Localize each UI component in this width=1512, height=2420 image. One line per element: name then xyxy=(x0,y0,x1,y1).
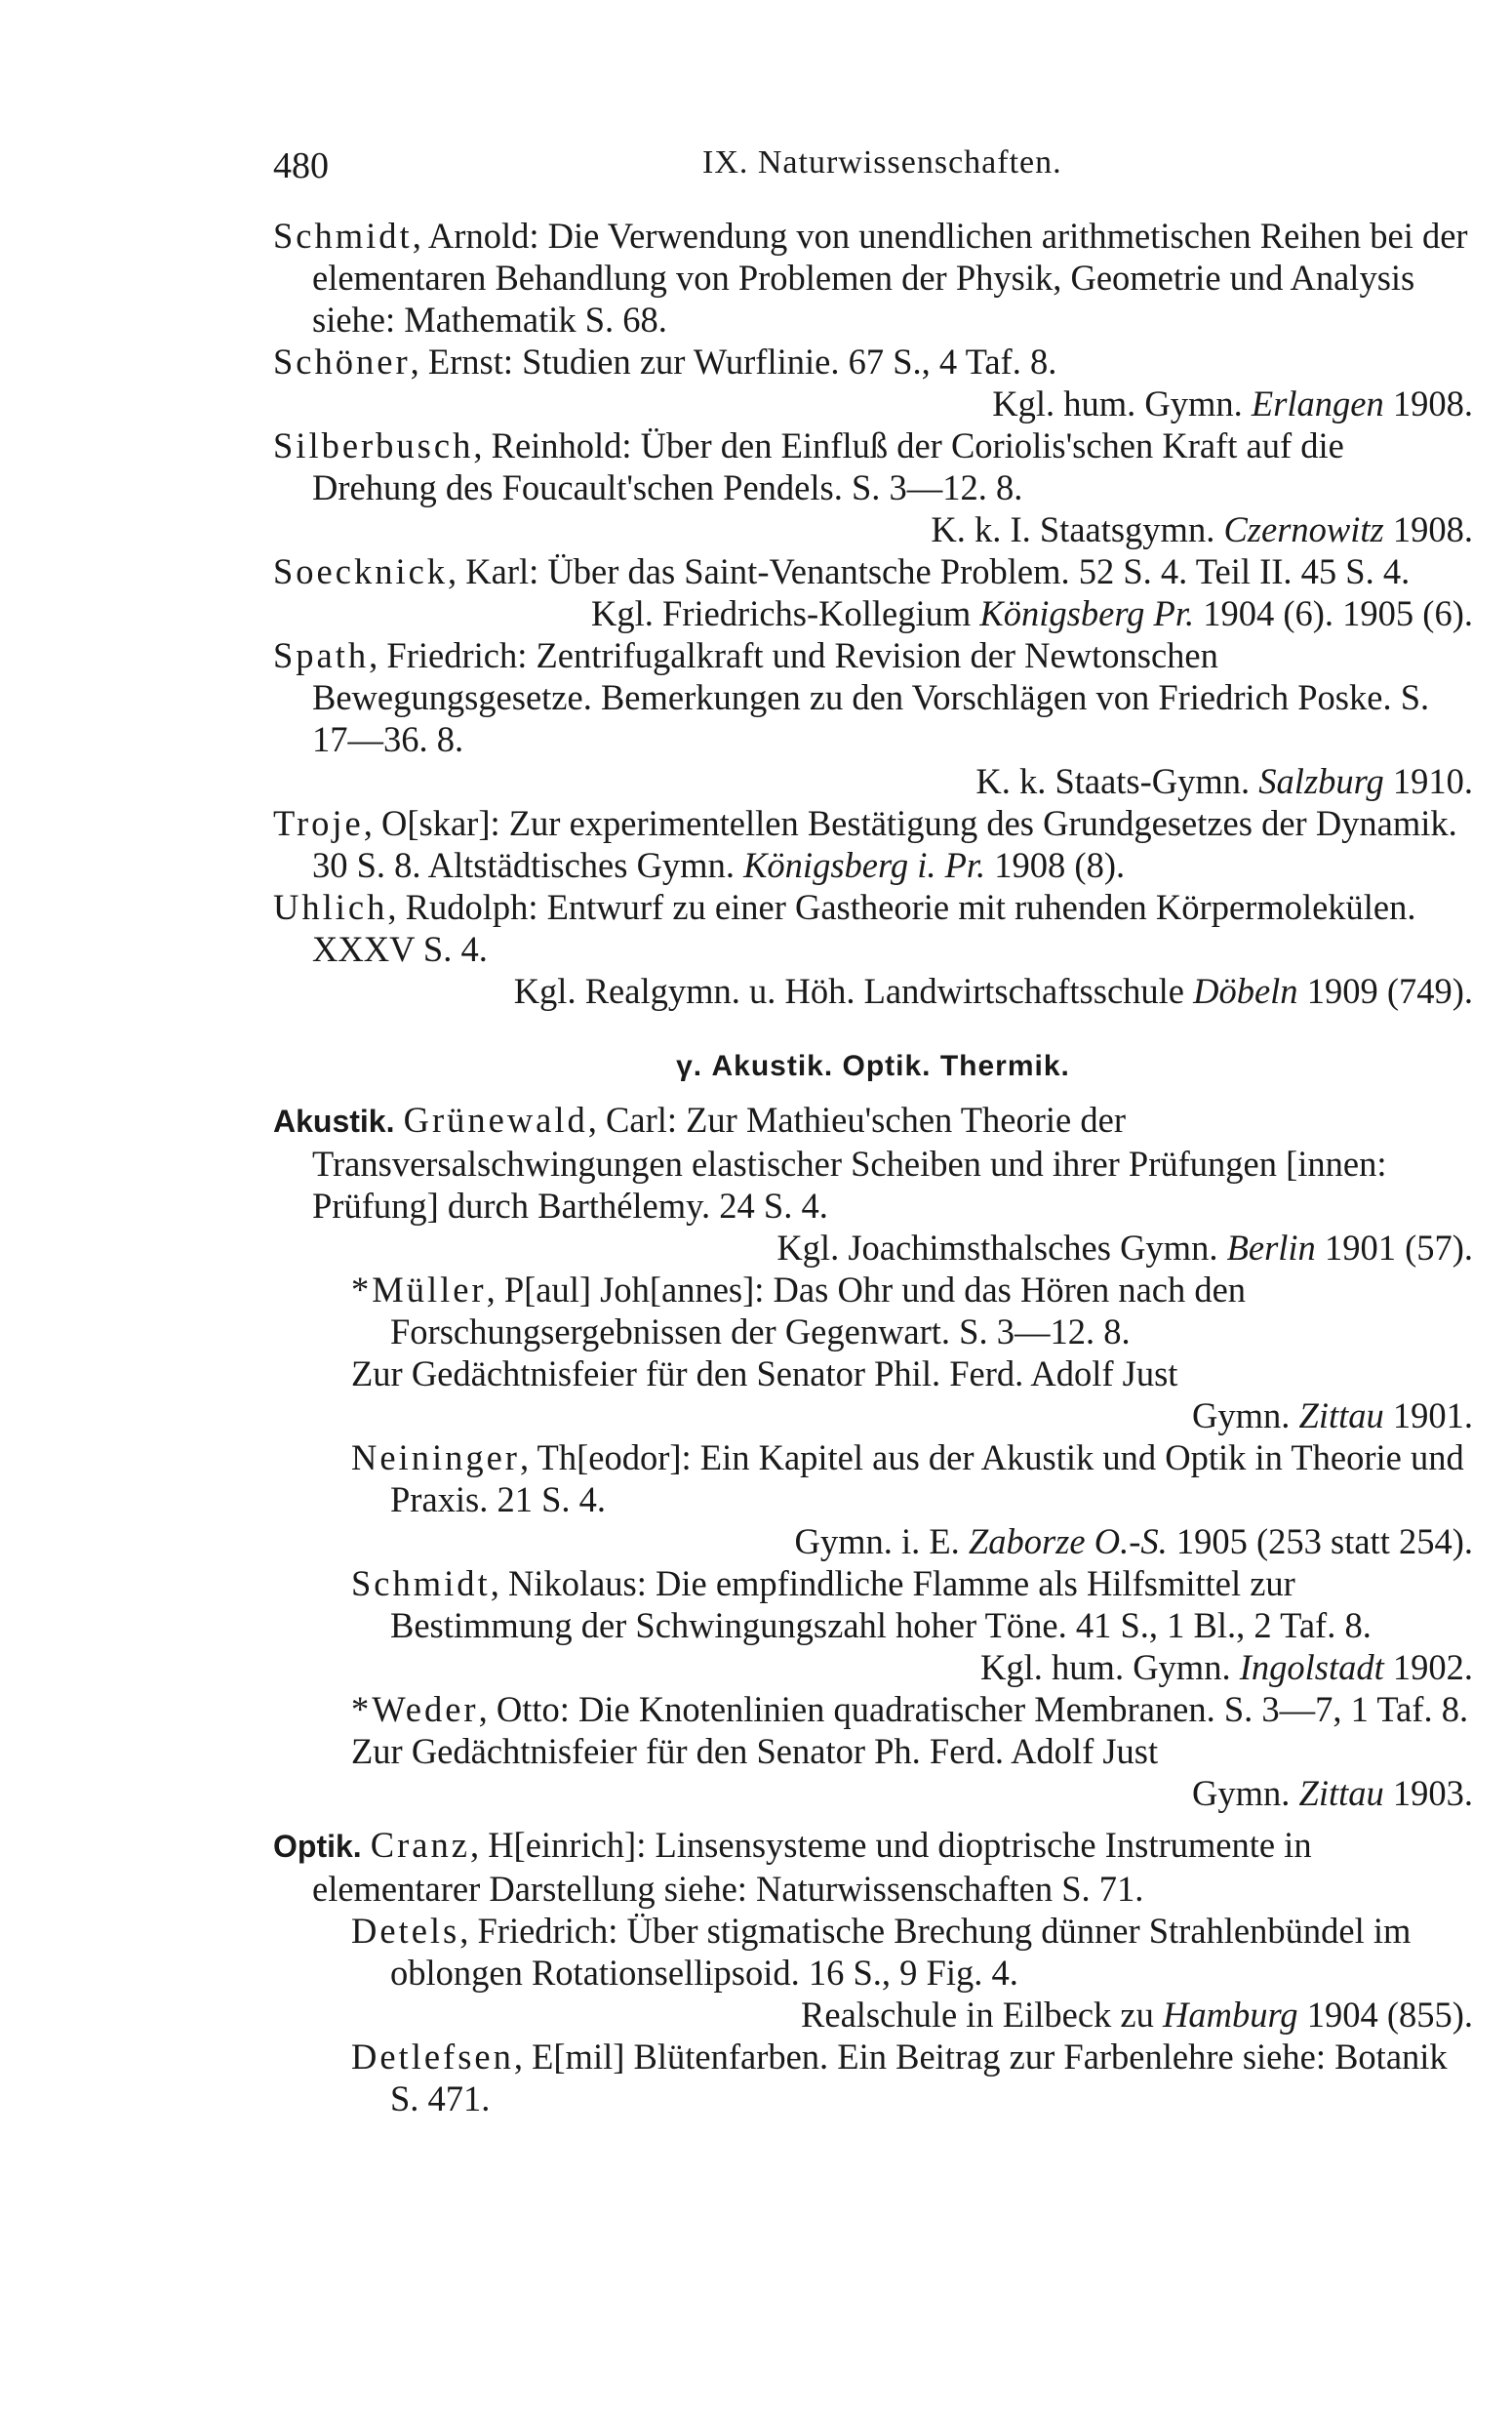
entry-text: , Friedrich: Über stigmatische Brechung dünner Strahlenbündel im oblongen Rotationsellipsoid. 16 S., 9 Fig. 4. xyxy=(390,1911,1412,1993)
year: 1904 (855). xyxy=(1297,1995,1473,2035)
topic-optik: Optik. xyxy=(273,1829,362,1864)
year: 1901 (57). xyxy=(1315,1228,1473,1268)
year: 1910. xyxy=(1383,761,1473,801)
school: Kgl. Realgymn. u. Höh. Landwirtschaftsschule xyxy=(513,971,1194,1011)
entry-note: Zur Gedächtnisfeier für den Senator Phil. Ferd. Adolf Just xyxy=(351,1353,1178,1393)
entry-author: Troje xyxy=(273,803,364,843)
entry-author: Grünewald xyxy=(403,1100,588,1140)
entry-gruenewald xyxy=(273,1099,1473,1269)
city: Salzburg xyxy=(1258,761,1384,801)
year: 1903. xyxy=(1383,1773,1473,1813)
entry-schoener xyxy=(273,341,1473,424)
entry-location xyxy=(312,508,1473,550)
entry-location xyxy=(312,592,1473,634)
entry-location xyxy=(390,1394,1473,1436)
entry-detels xyxy=(351,1910,1473,2036)
entry-author: Spath xyxy=(273,635,370,675)
school: Kgl. Joachimsthalsches Gymn. xyxy=(776,1228,1227,1268)
year: 1901. xyxy=(1383,1395,1473,1435)
entry-author: *Müller xyxy=(351,1270,487,1310)
entry-author: Detels xyxy=(351,1911,460,1951)
entry-author: Cranz xyxy=(370,1825,470,1865)
entry-text: , P[aul] Joh[annes]: Das Ohr und das Hören nach den Forschungsergebnissen der Gegenwart. S. 3—12. 8. xyxy=(390,1270,1247,1351)
entry-author: *Weder xyxy=(351,1689,479,1729)
school: K. k. I. Staatsgymn. xyxy=(931,509,1224,549)
optik-subentries xyxy=(273,1910,1473,2119)
entry-text: , Carl: Zur Mathieu'schen Theorie der Transversalschwingungen elastischer Scheiben und ihrer Prüfungen [innen: Prüfung] durch Barthélemy. 24 S. 4. xyxy=(312,1100,1387,1226)
entry-text: , Otto: Die Knotenlinien quadratischer Membranen. S. 3—7, 1 Taf. 8. xyxy=(478,1689,1469,1729)
page-number: 480 xyxy=(273,145,329,186)
entry-text: , Nikolaus: Die empfindliche Flamme als Hilfsmittel zur Bestimmung der Schwingungszahl hoher Töne. 41 S., 1 Bl., 2 Taf. 8. xyxy=(390,1563,1372,1645)
entry-mueller xyxy=(351,1269,1473,1436)
entry-text: , H[einrich]: Linsensysteme und dioptrische Instrumente in elementarer Darstellung siehe: Naturwissenschaften S. 71. xyxy=(312,1825,1312,1909)
entry-location xyxy=(390,1646,1473,1688)
entry-location xyxy=(312,1227,1473,1269)
entry-location xyxy=(312,383,1473,424)
entry-schmidt-nikolaus xyxy=(351,1562,1473,1688)
entry-author: Schmidt xyxy=(351,1563,491,1603)
entry-author: Neininger xyxy=(351,1437,520,1477)
city: Berlin xyxy=(1226,1228,1316,1268)
city: Königsberg Pr. xyxy=(979,593,1195,633)
topic-akustik: Akustik. xyxy=(273,1104,395,1139)
city: Zittau xyxy=(1298,1773,1384,1813)
entry-author: Uhlich xyxy=(273,887,388,927)
year: 1908 (8). xyxy=(985,845,1126,885)
entry-text: , E[mil] Blütenfarben. Ein Beitrag zur Farbenlehre siehe: Botanik S. 471. xyxy=(390,2037,1448,2118)
school: Realschule in Eilbeck zu xyxy=(801,1995,1163,2035)
entry-spath xyxy=(273,634,1473,802)
city: Ingolstadt xyxy=(1239,1647,1384,1687)
city: Hamburg xyxy=(1162,1995,1298,2035)
entry-note: Zur Gedächtnisfeier für den Senator Ph. Ferd. Adolf Just xyxy=(351,1731,1159,1771)
entry-text: , Arnold: Die Verwendung von unendlichen arithmetischen Reihen bei der elementaren Behandlung von Problemen der Physik, Geometrie und Analysis siehe: Mathematik S. 68. xyxy=(312,216,1468,340)
city: Zittau xyxy=(1298,1395,1384,1435)
year: 1902. xyxy=(1383,1647,1473,1687)
school: Kgl. hum. Gymn. xyxy=(980,1647,1240,1687)
entry-weder xyxy=(351,1688,1473,1814)
entry-location xyxy=(312,760,1473,802)
entry-author: Schöner xyxy=(273,342,411,382)
entry-text: , Ernst: Studien zur Wurflinie. 67 S., 4 Taf. 8. xyxy=(410,342,1057,382)
school: Gymn. i. E. xyxy=(794,1521,969,1561)
section-heading: γ. Akustik. Optik. Thermik. xyxy=(676,1050,1070,1082)
entry-neininger xyxy=(351,1436,1473,1562)
year: 1909 (749). xyxy=(1297,971,1473,1011)
entry-soecknick xyxy=(273,550,1473,634)
entry-uhlich xyxy=(273,886,1473,1012)
entry-text: , O[skar]: Zur experimentellen Bestätigung des Grundgesetzes der Dynamik. 30 S. 8. Altstädtisches Gymn. xyxy=(312,803,1457,885)
entry-author: Silberbusch xyxy=(273,425,474,465)
running-title: IX. Naturwissenschaften. xyxy=(702,144,1062,181)
school: Gymn. xyxy=(1192,1395,1299,1435)
year: 1905 (253 statt 254). xyxy=(1167,1521,1473,1561)
city: Döbeln xyxy=(1193,971,1298,1011)
year: 1908. xyxy=(1383,383,1473,424)
entry-detlefsen xyxy=(351,2036,1473,2119)
entry-troje xyxy=(273,802,1473,886)
entry-text: , Friedrich: Zentrifugalkraft und Revision der Newtonschen Bewegungsgesetze. Bemerkungen zu den Vorschlägen von Friedrich Poske. S. 17—36. 8. xyxy=(312,635,1430,759)
city: Czernowitz xyxy=(1223,509,1384,549)
entry-text: , Th[eodor]: Ein Kapitel aus der Akustik und Optik in Theorie und Praxis. 21 S. 4. xyxy=(390,1437,1464,1519)
entry-location xyxy=(390,1772,1473,1814)
school: K. k. Staats-Gymn. xyxy=(975,761,1259,801)
city: Erlangen xyxy=(1251,383,1384,424)
akustik-subentries xyxy=(273,1269,1473,1814)
bibliography-content xyxy=(273,215,1473,2119)
entry-location xyxy=(312,970,1473,1012)
entry-author: Soecknick xyxy=(273,551,449,591)
year: 1908. xyxy=(1383,509,1473,549)
entry-text: , Rudolph: Entwurf zu einer Gastheorie mit ruhenden Körpermolekülen. XXXV S. 4. xyxy=(312,887,1416,969)
school: Gymn. xyxy=(1192,1773,1299,1813)
year: 1904 (6). 1905 (6). xyxy=(1194,593,1473,633)
entry-author: Schmidt xyxy=(273,216,413,256)
entry-silberbusch xyxy=(273,424,1473,550)
entry-location xyxy=(390,1520,1473,1562)
city: Königsberg i. Pr. xyxy=(743,845,986,885)
city: Zaborze O.-S. xyxy=(968,1521,1168,1561)
entry-author: Detlefsen xyxy=(351,2037,514,2077)
entry-schmidt-arnold xyxy=(273,215,1473,341)
entry-location xyxy=(390,1994,1473,2036)
school: Kgl. hum. Gymn. xyxy=(992,383,1252,424)
entry-text: , Karl: Über das Saint-Venantsche Problem. 52 S. 4. Teil II. 45 S. 4. xyxy=(448,551,1411,591)
school: Kgl. Friedrichs-Kollegium xyxy=(591,593,980,633)
entry-text: , Reinhold: Über den Einfluß der Coriolis'schen Kraft auf die Drehung des Foucault'schen Pendels. S. 3—12. 8. xyxy=(312,425,1344,507)
entry-cranz xyxy=(273,1824,1473,1910)
